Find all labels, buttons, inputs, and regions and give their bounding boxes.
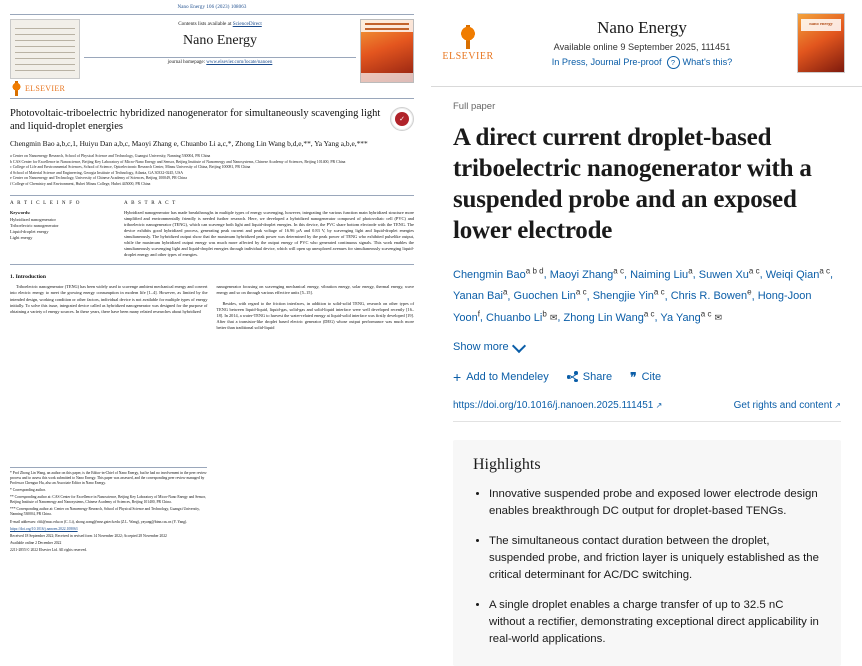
abstract-text: Hybridized nanogenerator has made breakthroughs in multiple types of energy scavenging, however, integrating the various function main hybridized structure more simplified and environmentally friendly is needed further research. Here, we developed a hybridized nanogenerator composed of photovoltaic cell (PVC) and triboelectric nanogenerator (TENG), which can scavenge both light and liquid-droplet energies. In this device, the PVC share bottom electrode with the TENG. The device exhibits good hybridized process, generating peak current and peak voltage of 16.96 µA and 0.83 V, by scavenging light and liquid-droplet energies simultaneously. The hybridized output show that the maximum hybridized peak power was determined by the peak power of TENG who exhibited pulselike output, while the maximum hybridized output energy was much more affected by the output energy of PVC who generated continuous signals. This work enables the simultaneously scavenging light and liquid-droplet energies through individual device, which will open up unexplored avenues for simultaneously scavenging liquid-droplet energy and other types of energies. [124, 209, 414, 258]
author-3[interactable] [630, 266, 693, 281]
external-link-icon: ↗ [832, 400, 841, 410]
show-more-button[interactable] [453, 341, 841, 354]
journal-masthead [10, 19, 414, 99]
pdf-history: Received 18 September 2022; Received in revised form 14 November 2022; Accepted 28 November 2022 [10, 533, 167, 538]
add-to-mendeley-button[interactable] [453, 368, 549, 385]
sciencedirect-link[interactable]: ScienceDirect [232, 21, 262, 27]
whats-this-label: What's this? [682, 57, 733, 67]
rights-text: Get rights and content [733, 399, 833, 411]
share-button[interactable] [567, 371, 612, 383]
author-4[interactable] [698, 266, 760, 281]
crossmark-icon: ✓ [395, 112, 409, 126]
journal-cover-image [360, 19, 414, 83]
share-icon [567, 371, 578, 382]
author-affiliation-marker: e [747, 287, 752, 297]
cover-band: nano energy [801, 19, 841, 31]
sd-elsevier-logo[interactable] [431, 25, 505, 62]
author-name: Zhong Lin Wang [563, 311, 644, 324]
footnote-4: *** Corresponding author at: Center on Nanoenergy Research, School of Physical Science and Technology, Guangxi University, Nanning 530004, PR China. [10, 507, 200, 517]
journal-thumbnail [10, 19, 80, 79]
author-affiliation-marker: a b d [525, 266, 544, 275]
question-mark-icon: ? [667, 56, 680, 69]
affiliation-e: e Center on Nanoenergy and Technology, University of Chinese Academy of Sciences, Beijing 100049, PR China [10, 176, 187, 181]
body-paragraph-3: Besides, with regard to the friction interfaces, in addition to solid-solid TENG, research on other types of TENG between liquid-liquid, liquid-gas, solid-gas and solid-liquid interface were well developed recently [16–18]. In 2014, a water-TENG to harvest the water-related energy at liquid-solid interface was firstly developed [19]. After that a transistor-like droplet based electric generator (DEG) whose output performance was much more better than traditional solid-liquid [216, 300, 414, 330]
author-2[interactable] [549, 266, 624, 281]
author-name: Suwen Xu [698, 268, 749, 281]
author-8[interactable] [592, 287, 665, 303]
abstract-column [124, 200, 414, 259]
author-name: Chuanbo Li [486, 311, 543, 324]
keyword-4: Light energy [10, 234, 33, 240]
section-title: Introduction [15, 274, 46, 281]
author-affiliation-marker: a c [748, 266, 760, 275]
author-affiliation-marker: a [502, 287, 508, 297]
author-affiliation-marker: f [477, 309, 480, 319]
body-column-left [10, 284, 208, 335]
elsevier-wordmark: ELSEVIER [442, 50, 494, 62]
highlights-list [473, 486, 821, 648]
keyword-3: Liquid-droplet energy [10, 228, 49, 234]
highlights-title: Highlights [473, 455, 541, 473]
section-number: 1. [10, 274, 15, 281]
keyword-2: Triboelectric nanogenerator [10, 222, 59, 228]
keywords-heading: Keywords: [10, 209, 31, 215]
article-title-block [10, 107, 384, 133]
contents-label: Contents lists available at [178, 21, 232, 27]
author-9[interactable] [670, 287, 752, 303]
footnote-2: * Corresponding author. [10, 488, 46, 493]
highlight-item: • The simultaneous contact duration between the droplet, suspended probe, and friction layer is uniquely established as the critical determinant for AC/DC switching. [489, 533, 821, 584]
footnote-3: ** Corresponding author at: CAS Center for Excellence in Nanoscience, Beijing Key Laboratory of Micro-Nano Energy and Sensor, Beijing Institute of Nanoenergy and Nanosystems, Chinese Academy of Sciences, Beijing 101400, PR China. [10, 495, 206, 505]
author-name: Ya Yang [660, 311, 701, 324]
highlight-item: • A single droplet enables a charge transfer of up to 32.5 nC without a rectifier, demonstrating exceptional direct applicability in real-world applications. [489, 597, 821, 648]
masthead-center [80, 19, 360, 96]
author-affiliation-marker: a c [700, 309, 712, 319]
section-heading [10, 274, 414, 280]
sciencedirect-article-page [430, 0, 862, 645]
author-name: Hong-Joon Yoon [453, 290, 812, 324]
doi-link[interactable] [453, 400, 662, 411]
affiliation-c: c College of Life and Environmental Sciences, School of Science, Optoelectronic Research Center, Minzu University of China, Beijing 100081, PR China [10, 165, 251, 170]
quote-icon: ❞ [630, 369, 637, 384]
share-label: Share [582, 370, 613, 383]
highlights-panel [453, 440, 841, 666]
pdf-body [10, 274, 414, 335]
sd-article-type: Full paper [453, 101, 496, 112]
masthead-left [10, 19, 80, 96]
author-affiliation-marker: a c [653, 287, 665, 297]
author-name: Chris R. Bowen [670, 290, 748, 303]
article-info-column [10, 200, 124, 259]
author-name: Maoyi Zhang [549, 268, 614, 281]
author-1[interactable] [453, 266, 544, 281]
elsevier-tree-icon [457, 25, 479, 49]
sd-article-body [431, 87, 862, 422]
add-to-mendeley-label: Add to Mendeley [466, 370, 549, 383]
pdf-author-list: Chengmin Bao a,b,c,1, Huiyu Dan a,b,c, Maoyi Zhang e, Chuanbo Li a,c,*, Zhong Lin Wang b,d,e,**, Ya Yang a,b,e,*** [10, 139, 368, 148]
footnote-1: * Prof Zhong Lin Wang, an author on this paper, is the Editor-in-Chief of Nano Energy, but he had no involvement in the peer review process and to assess this work submitted to Nano Energy. This paper was assessed, and the corresponding peer review managed by Professor Chenguo Hu, also an Associate Editor in Nano Energy. [10, 470, 207, 485]
author-name: Guochen Lin [513, 290, 576, 303]
cite-label: Cite [641, 370, 662, 383]
author-name: Naiming Liu [630, 268, 689, 281]
author-name: Chengmin Bao [453, 268, 526, 281]
footnote-emails: E-mail addresses: cbli@muc.edu.cn (C. Li), zhong.wang@mse.gatech.edu (Z.L. Wang), yayang@binn.cas.cn (Y. Yang). [10, 519, 188, 524]
affiliation-a: a Center on Nanoenergy Research, School of Physical Science and Technology, Guangxi University, Nanning 530004, PR China [10, 154, 211, 158]
masthead-right [360, 19, 414, 96]
author-affiliation-marker: a c [819, 266, 830, 275]
pdf-running-head: Nano Energy 106 (2023) 108063 [177, 5, 247, 10]
doi-text: https://doi.org/10.1016/j.nanoen.2025.111451 [453, 399, 654, 411]
author-7[interactable] [513, 287, 587, 303]
pdf-first-page [0, 0, 424, 561]
sd-header-center [505, 18, 779, 69]
elsevier-wordmark: ELSEVIER [25, 84, 66, 93]
author-affiliation-marker: a c [613, 266, 624, 275]
cite-button[interactable] [630, 370, 661, 384]
sd-header [431, 0, 862, 87]
pdf-footnotes [10, 467, 207, 555]
article-info-heading: A R T I C L E I N F O [10, 199, 81, 206]
journal-title: Nano Energy [183, 33, 257, 48]
chevron-down-icon [512, 339, 526, 353]
author-6[interactable] [453, 287, 508, 303]
keyword-1: Hybridized nanogenerator [10, 216, 56, 222]
homepage-url[interactable]: www.elsevier.com/locate/nanoen [206, 60, 273, 65]
elsevier-logo [10, 81, 80, 96]
author-name: Weiqi Qian [765, 268, 820, 281]
sd-journal-cover[interactable] [779, 13, 862, 73]
author-12[interactable] [563, 309, 655, 324]
author-name: Shengjie Yin [592, 290, 654, 303]
info-abstract-band [10, 195, 414, 266]
pdf-article-title: Photovoltaic-triboelectric hybridized nanogenerator for simultaneously scavenging light and liquid-droplet energies [10, 108, 381, 132]
pdf-top-rule [10, 14, 414, 15]
contents-line [84, 21, 356, 27]
article-title-row [10, 107, 414, 133]
sd-doi-row [453, 400, 841, 422]
journal-cover-image [797, 13, 845, 73]
abstract-heading: A B S T R A C T [124, 199, 177, 206]
author-affiliation-marker: a c [575, 287, 587, 297]
homepage-label: journal homepage: [167, 60, 206, 65]
sd-available-online: Available online 9 September 2025, 111451 [553, 41, 731, 52]
sd-action-bar [453, 370, 841, 384]
external-link-icon: ↗ [653, 400, 663, 410]
author-5[interactable] [765, 266, 830, 281]
sd-status-text: In Press, Journal Pre-proof [551, 57, 662, 67]
body-columns [10, 284, 414, 335]
sd-status-row [505, 56, 779, 69]
journal-homepage-line [84, 57, 356, 65]
author-affiliation-marker: b [542, 309, 547, 319]
sd-article-title: A direct current droplet-based triboelectric nanogenerator with a suspended probe and an exposed lower electrode [453, 124, 812, 244]
elsevier-tree-icon [10, 81, 23, 96]
pdf-available-online: Available online 2 December 2022 [10, 540, 62, 545]
highlight-item: • Innovative suspended probe and exposed lower electrode design enables breakthrough DC output for droplet-based TENGs. [489, 486, 821, 520]
whats-this-button[interactable] [667, 56, 733, 69]
body-paragraph-1: Triboelectric nanogenerator (TENG) has been widely used to scavenge ambient mechanical energy and convert into electric energy to meet the growing energy consumption in modern life [1–4]. However, as limited by the intended design, working condition or other factors, individual device is not available for multiple types of energy initially. To solve this issue, integrated device called as hybridized nanogenerator was designed for the purpose of obtaining a variety of energy sources. In these years, there have been many related researches about hybridized [10, 284, 208, 314]
affiliation-b: b CAS Center for Excellence in Nanoscience, Beijing Key Laboratory of Micro-Nano Energy and Sensor, Beijing Institute of Nanoenergy and Nanosystems, Chinese Academy of Sciences, Beijing 101400, PR China [10, 159, 346, 164]
affiliation-f: f College of Chemistry and Environment, Hubei Minzu College, Hubei 445000, PR China [10, 181, 151, 186]
affiliation-d: d School of Material Science and Engineering, Georgia Institute of Technology, Atlanta, GA 30332-0245, USA [10, 170, 184, 175]
get-rights-and-content-link[interactable] [734, 400, 841, 411]
sd-journal-title[interactable]: Nano Energy [597, 17, 687, 37]
body-paragraph-2: nanogenerator focusing on scavenging mechanical energy, vibration energy, solar energy, thermal energy, wave energy and so on through various effective units [5–15]. [216, 284, 414, 296]
sd-author-list: Chengmin Bao$^{a b d}$, Maoyi Zhang$^{a c}$, Naiming Liu$^a$, Suwen Xu$^{a c}$, Weiqi Qian$^{a c}$, Yanan Bai$^a$, Guochen Lin$^{a c}$, Shengjie Yin$^{a c}$, Chris R. Bowen$^e$, Hong-Joon Yoon$^f$, Chuanbo Li$^b$ ✉, Zhong Lin Wang$^{a c}$, Ya Yang$^{a c}$ ✉ [453, 266, 834, 324]
pdf-copyright: 2211-2855/© 2022 Elsevier Ltd. All rights reserved. [10, 547, 88, 552]
author-11[interactable] [486, 309, 547, 324]
pdf-affiliations [10, 154, 414, 188]
author-name: Yanan Bai [453, 290, 503, 303]
author-affiliation-marker: a [688, 266, 693, 275]
plus-icon: + [453, 368, 462, 385]
pdf-doi[interactable]: https://doi.org/10.1016/j.nanoen.2022.108063 [10, 526, 78, 531]
body-column-right [217, 284, 415, 335]
show-more-label: Show more [453, 341, 509, 354]
author-13[interactable] [660, 309, 712, 324]
author-affiliation-marker: a c [643, 309, 655, 319]
author-contact-icon[interactable]: ✉ [549, 312, 558, 323]
crossmark-badge[interactable] [390, 107, 414, 131]
author-contact-icon[interactable]: ✉ [714, 312, 723, 323]
